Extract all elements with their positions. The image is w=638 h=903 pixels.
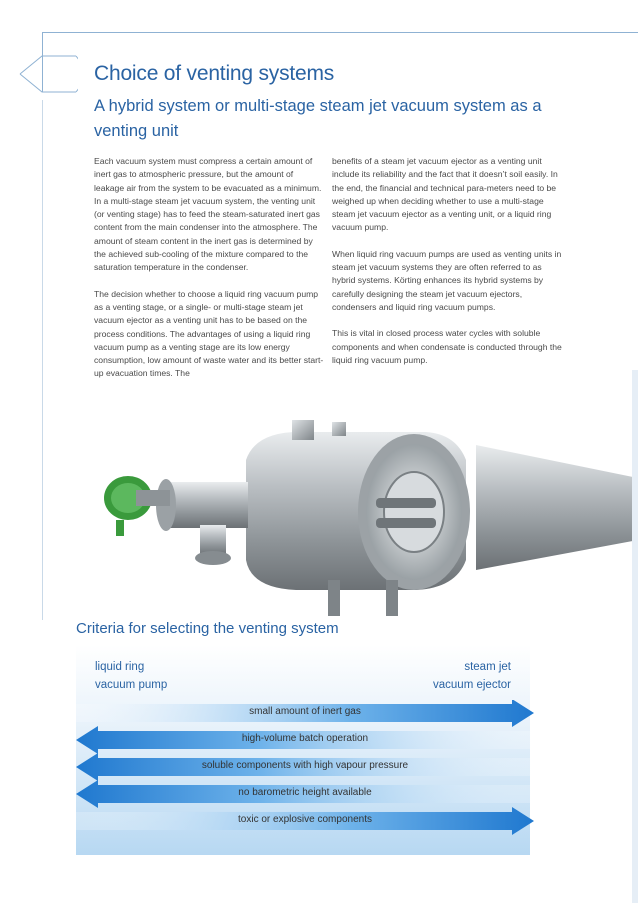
page-title: Choice of venting systems <box>94 62 335 85</box>
paragraph: This is vital in closed process water cycles with soluble components and when condensate is conducted through the liquid ring vacuum pump. <box>332 328 562 365</box>
page-subtitle: A hybrid system or multi-stage steam jet vacuum system as a venting unit <box>94 97 542 140</box>
corner-tab-icon <box>18 54 78 94</box>
steam-jet-label-line2: vacuum ejector <box>433 679 511 691</box>
text-column-2 <box>332 155 562 380</box>
paragraph: When liquid ring vacuum pumps are used as venting units in steam jet vacuum systems they are often referred to as hybrid systems. Körting enhances its hybrid systems by carefully designing the steam jet vacuum ejectors, condensers and liquid ring vacuum pumps. <box>332 248 562 312</box>
ejector-condenser-illustration <box>96 420 638 620</box>
steam-jet-label <box>433 658 511 694</box>
frame-left-line-lower <box>42 100 43 620</box>
criteria-arrow-label: soluble components with high vapour pressure <box>201 760 409 771</box>
liquid-ring-label-line2: vacuum pump <box>95 679 168 691</box>
paragraph: Each vacuum system must compress a certain amount of inert gas to atmospheric pressure, but the amount of leakage air from the system to be evacuated as a minimum. In a multi-stage steam jet vacuum system, the venting unit (or venting stage) has to feed the steam-saturated inert gas content from the main condenser into the atmosphere. The amount of steam content in the inert gas is determined by the achieved sub-cooling of the mixture compared to the saturation temperature in the condenser. <box>94 156 322 273</box>
criteria-title: Criteria for selecting the venting system <box>76 620 339 637</box>
text-column-1 <box>94 155 324 394</box>
criteria-arrow-label: small amount of inert gas <box>249 706 361 717</box>
frame-top-line <box>42 32 638 33</box>
liquid-ring-label <box>95 658 167 694</box>
steam-jet-label-line1: steam jet <box>464 661 511 673</box>
paragraph: The decision whether to choose a liquid ring vacuum pump as a venting stage, or a single- or multi-stage steam jet vacuum ejector as a venting unit has to be based on the process conditions. The advantages of using a liquid ring vacuum pump as a venting stage are its low energy consumption, low amount of waste water and its better start-up evacuation times. The <box>94 288 324 379</box>
criteria-arrows <box>76 700 536 850</box>
paragraph: benefits of a steam jet vacuum ejector as a venting unit include its reliability and the fact that it doesn’t soil easily. In the end, the financial and technical para-meters need to be weighed up when deciding whether to use a multi-stage steam jet vacuum ejector as a venting unit, or a liquid ring vacuum pump. <box>332 156 558 233</box>
right-edge-strip <box>632 370 638 903</box>
criteria-arrow-label: no barometric height available <box>238 787 372 798</box>
criteria-arrow-label: high-volume batch operation <box>241 733 369 744</box>
criteria-arrow-label: toxic or explosive components <box>238 814 372 825</box>
liquid-ring-label-line1: liquid ring <box>95 661 145 673</box>
